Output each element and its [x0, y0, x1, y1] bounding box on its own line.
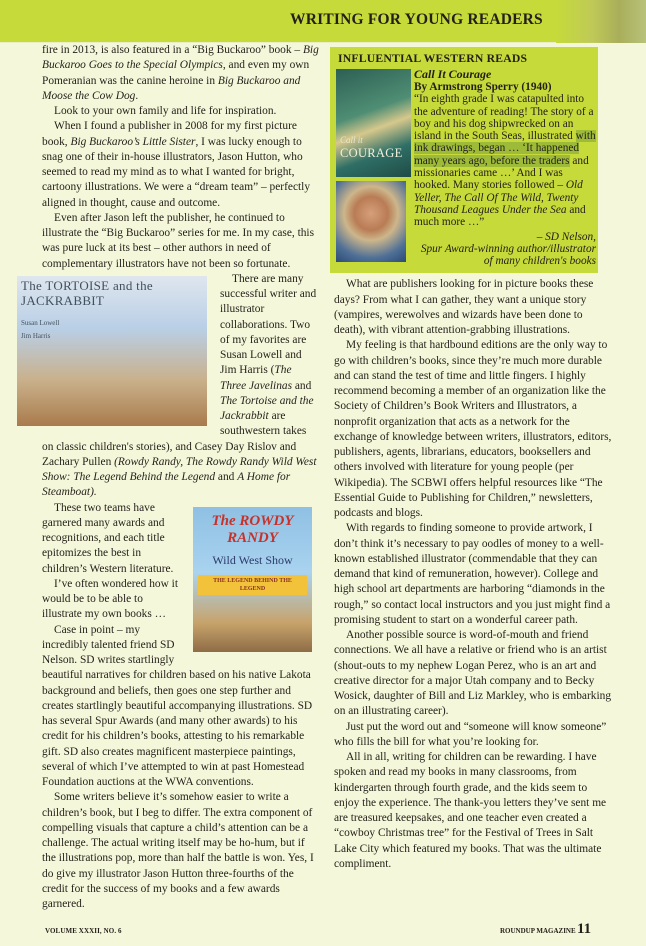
paragraph — [334, 750, 612, 872]
call-it-courage-cover-image — [336, 69, 411, 177]
sd-nelson-portrait-photo — [336, 181, 406, 262]
cover-banner: THE LEGEND BEHIND THE LEGEND — [198, 575, 307, 595]
text-run: and — [292, 379, 312, 392]
italic-title-text: (Rowdy Randy, The Rowdy Randy Wild West Show: The Legend Behind the Legend — [42, 455, 317, 483]
text-run: There are many successful writer and illustrator collaborations. Two of my favorites are Susan Lowell and Jim Harris ( — [220, 272, 317, 377]
left-column — [21, 43, 320, 912]
cover-title: The ROWDY RANDY — [211, 512, 294, 546]
text-run: Case in point – my incredibly talented friend SD Nelson. SD writes startlingly beautiful narratives for children based on his native Lakota background and beliefs, then goes one step further and creates startlingly beautiful accompanying illustrations. SD has several Spur Awards (and many other awards) to his credit for his children’s books, attesting to his remarkable gift. SD also creates magnificent masterpiece paintings, several of which I’ve attempted to win at past Homestead Foundation auctions at the WWA conventions. — [42, 623, 313, 788]
italic-title-text: The Three Javelinas — [220, 364, 293, 392]
paragraph — [334, 277, 612, 338]
text-run: and — [215, 471, 238, 483]
attribution-role: Spur Award-winning author/illustrator — [420, 242, 596, 255]
paragraph — [42, 104, 320, 119]
magazine-name: ROUNDUP MAGAZINE — [500, 927, 576, 935]
book-title: Call It Courage — [414, 67, 492, 81]
rowdy-randy-cover-image — [193, 507, 312, 652]
page-footer — [0, 920, 646, 942]
text-run: All in all, writing for children can be rewarding. I have spoken and read my books in many classrooms, from kindergarten through fourth grade, and the kids seem to enjoy the experience. The thank-you letters they’ve sent me are treasured keepsakes, and one teacher even created a “cowboy Christmas tree” for the Festival of Trees in Salt Lake City which featured my books. That was the ultimate compliment. — [334, 751, 607, 870]
text-run: With regards to finding someone to provide artwork, I don’t think it’s necessary to pay oodles of money to a well-known established illustrator (commendable that they can demand that kind of remuneration, however). College and high school art departments are harboring “diamonds in the rough,” so contact local instructors and you just might find a promising student to start on a wonderful career path. — [334, 522, 611, 626]
text-run: are southwestern takes on classic children's stories), and Casey Day Rislov and Zachary Pullen — [42, 410, 307, 468]
text-run: , and even my own Pomeranian was the canine heroine in — [42, 59, 310, 87]
paragraph — [334, 628, 612, 720]
text-run: , I was lucky enough to snag one of their in-house illustrators, Jason Hutton, who seemed to read my mind as to what I wanted for bright, cartoony illustrations. We were a “dream team” – perfectly aligned in thought, cause and outcome. — [42, 135, 311, 209]
volume-label: VOLUME XXXII, NO. 6 — [45, 927, 122, 935]
highlighted-text: with ink drawings, began … ‘It happened many years ago, before the traders — [414, 130, 596, 167]
paragraph — [42, 211, 320, 272]
italic-title-text: The Tortoise and the Jackrabbit — [220, 394, 314, 422]
paragraph — [42, 790, 320, 912]
paragraph — [42, 119, 320, 211]
cover-title-line: COURAGE — [340, 146, 403, 160]
text-run: Some writers believe it’s somehow easier to write a children’s book, but I beg to differ. The extra component of compelling visuals that capture a child’s attention can be a challenge. The actual writing itself may be ho-hum, but if the illustrations pop, more than half the battle is won. Yes, I do give my illustrator Jason Hutton three-fourths of the credit for the success of my books and a few awards garnered. — [42, 791, 314, 910]
quote-text: “In eighth grade I was catapulted into the adventure of reading! The story of a boy and his dog shipwrecked on an island in the South Seas, illustrated — [414, 93, 594, 143]
attribution-name: – SD Nelson, — [536, 230, 596, 243]
quote-text: and much more …” — [414, 203, 586, 229]
text-run: What are publishers looking for in picture books these days? From what I can gather, they want a unique story (vampires, werewolves and wizards have been done to death), with vibrant attention-grabbing illustrations. — [334, 278, 594, 337]
quote-titles: Old Yeller, The Call Of The Wild, Twenty Thousand Leagues Under the Sea — [414, 179, 583, 216]
section-header — [0, 0, 646, 43]
italic-title-text: Big Buckaroo and Moose the Cow Dog — [42, 74, 301, 102]
text-run: . — [135, 89, 139, 102]
text-run: When I found a publisher in 2008 for my first picture book, — [42, 120, 297, 148]
cover-illustrator: Jim Harris — [21, 331, 51, 340]
text-run: I’ve often wondered how it would be to be able to illustrate my own books … — [42, 577, 178, 621]
text-run: These two teams have garnered many awards and recognitions, and each title epitomizes the best in children’s Western literature. — [42, 501, 174, 575]
text-run: Even after Jason left the publisher, he continued to illustrate the “Big Buckaroo” series for me. In my case, this was pure luck at its best – other authors in need of complementary illustrators have not been so fortunate. — [42, 211, 315, 270]
sidebar-text — [414, 68, 596, 267]
right-column-text — [330, 277, 612, 872]
italic-title-text: Big Buckaroo Goes to the Special Olympics — [42, 44, 319, 72]
text-run: Another possible source is word-of-mouth and friend connections. We all have a relative or friend who is an artist (shout-outs to my nephew Logan Perez, who is an art and creative director for a major Utah company and to Becky Wosick, daughter of Bill and Liz Markley, who is embarking on an illustrating career). — [334, 629, 612, 718]
influential-western-reads-sidebar — [330, 47, 598, 273]
cover-subtitle: Wild West Show — [212, 552, 293, 567]
paragraph — [334, 338, 612, 521]
paragraph — [334, 720, 612, 751]
sidebar-title: INFLUENTIAL WESTERN READS — [338, 52, 528, 65]
cover-title-line: Call it — [340, 135, 363, 145]
quote-text: and missionaries came …’ And I was hooked. Many stories followed – — [414, 154, 589, 192]
right-column — [330, 47, 612, 872]
book-author: By Armstrong Sperry (1940) — [414, 81, 552, 93]
text-run: Just put the word out and “someone will know someone” who fills the bill for what you’re looking for. — [334, 720, 607, 748]
attribution-role: of many children's books — [483, 255, 596, 268]
cover-title: The TORTOISE and the JACKRABBIT — [21, 277, 153, 308]
text-run: Look to your own family and life for inspiration. — [54, 105, 277, 117]
text-run: fire in 2013, is also featured in a “Big Buckaroo” book – — [42, 44, 303, 56]
italic-title-text: A Home for Steamboat). — [42, 471, 291, 499]
paragraph — [42, 43, 320, 104]
cover-author: Susan Lowell — [21, 318, 60, 327]
header-photo — [556, 0, 646, 43]
section-title: WRITING FOR YOUNG READERS — [290, 11, 543, 28]
italic-title-text: Big Buckaroo’s Little Sister — [70, 135, 196, 148]
text-run: My feeling is that hardbound editions are the only way to go with children’s books, since they’re much more durable and can stand the test of time and little fingers. I highly recommend becoming a member of an organization like the Society of Children’s Book Writers and Illustrators, a nonprofit organization that acts as a network for the exchange of knowledge between writers, illustrators, editors, publishers, agents, librarians, educators, booksellers and others involved with literature for young people (per Wikipedia). The SCBWI offers helpful resources like “The Essential Guide to Publishing for Children,” newsletters, podcasts and blogs. — [334, 339, 612, 520]
page-number: 11 — [577, 921, 592, 937]
paragraph — [334, 521, 612, 628]
quote — [414, 93, 596, 228]
tortoise-jackrabbit-cover-image — [17, 276, 207, 426]
